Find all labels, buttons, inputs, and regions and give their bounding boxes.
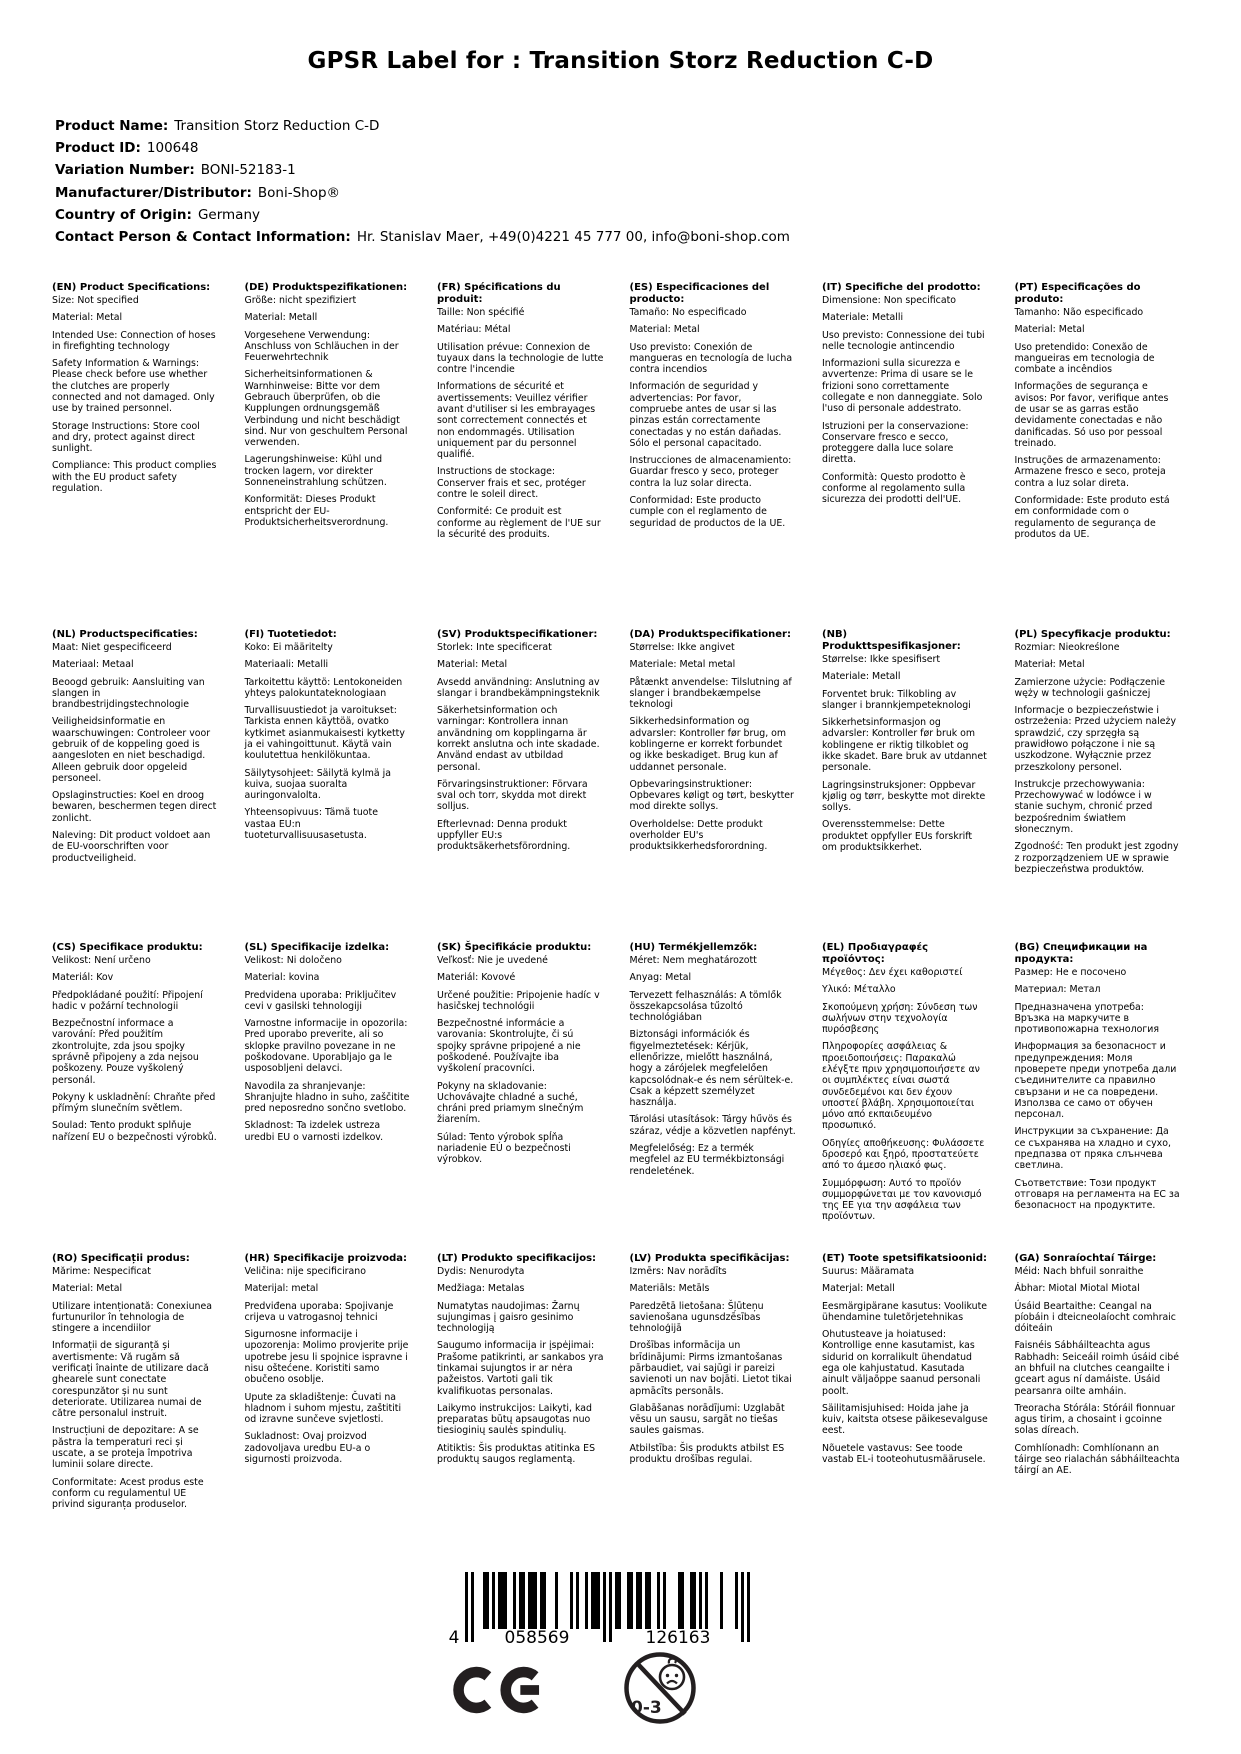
spec-paragraph: Zgodność: Ten produkt jest zgodny z rozporządzeniem UE w sprawie bezpieczeństwa produktów.	[1014, 841, 1179, 875]
product-info-label: Product Name:	[55, 118, 169, 134]
spec-block-body	[630, 307, 797, 529]
spec-paragraph: Mărime: Nespecificat	[52, 1266, 151, 1277]
spec-paragraph: Treoracha Stórála: Stóráil fionnuar agus tirim, a chosaint i gcoinne solas díreach.	[1014, 1402, 1176, 1437]
spec-paragraph: Turvallisuustiedot ja varoitukset: Tarkista ennen käyttöä, ovatko kytkimet asianmukaisesti kytketty ja ei vahingoittunut. Käytä vain koulutettua henkilökuntaa.	[244, 705, 405, 762]
spec-paragraph: Navodila za shranjevanje: Shranjujte hladno in suho, zaščitite pred neposredno sončno svetlobo.	[244, 1080, 410, 1115]
spec-paragraph: Material: Metal	[1014, 324, 1085, 336]
spec-paragraph: Méid: Nach bhfuil sonraithe	[1014, 1266, 1144, 1277]
spec-paragraph: Instrucciones de almacenamiento: Guardar fresco y seco, proteger contra la luz solar directa.	[629, 455, 792, 489]
spec-paragraph: Instruções de armazenamento: Armazene fresco e seco, proteja contra a luz solar direta.	[1014, 455, 1166, 489]
spec-paragraph: Συμμόρφωση: Αυτό το προϊόν συμμορφώνεται με τον κανονισμό της ΕΕ για την ασφάλεια των προϊόντων.	[822, 1177, 982, 1223]
spec-block-body	[52, 1266, 219, 1510]
spec-paragraph: Förvaringsinstruktioner: Förvara sval och torr, skydda mot direkt solljus.	[437, 778, 588, 813]
product-info-value: 100648	[146, 140, 199, 157]
product-info-line	[55, 118, 1185, 134]
spec-paragraph: Instructions de stockage: Conserver frais et sec, protéger contre le soleil direct.	[437, 466, 586, 500]
spec-block-title: (HR) Specifikacije proizvoda:	[244, 1253, 408, 1264]
spec-block-body	[1015, 967, 1182, 1211]
spec-paragraph: Informations de sécurité et avertissements: Veuillez vérifier avant d'utiliser si les embrayages sont correctement connectés et non endommagés. Utilisation uniquement par du personnel qualifié.	[437, 381, 596, 461]
spec-block-lt	[437, 1253, 620, 1471]
spec-block-body	[630, 955, 797, 1177]
product-info-value: Boni-Shop®	[257, 184, 341, 201]
spec-block-body	[245, 642, 412, 841]
spec-paragraph: Lagerungshinweise: Kühl und trocken lagern, vor direkter Sonneneinstrahlung schützen.	[244, 454, 387, 488]
spec-paragraph: Material: Metal	[52, 312, 123, 324]
spec-paragraph: Atitiktis: Šis produktas atitinka ES produktų saugos reglamentą.	[437, 1442, 596, 1465]
spec-block-nb	[822, 629, 1005, 859]
spec-paragraph: Sigurnosne informacije i upozorenja: Molimo provjerite prije upotrebe jesu li spojnice ispravne i nisu oštećene. Koristiti samo obučeno osoblje.	[244, 1329, 409, 1386]
spec-paragraph: Información de seguridad y advertencias: Por favor, compruebe antes de usar si las pinzas están correctamente conectadas y no están dañadas. Sólo el personal capacitado.	[629, 381, 782, 449]
spec-paragraph: Uso previsto: Connessione dei tubi nelle tecnologie antincendio	[822, 329, 985, 352]
spec-paragraph: Izmērs: Nav norādīts	[629, 1266, 727, 1277]
spec-paragraph: Eesmärgipärane kasutus: Voolikute ühendamine tuletõrjetehnikas	[822, 1300, 988, 1323]
spec-paragraph: Určené použitie: Pripojenie hadíc v hasičskej technológii	[437, 989, 600, 1012]
spec-paragraph: Předpokládané použití: Připojení hadic v požární technologii	[52, 989, 203, 1012]
spec-paragraph: Dimensione: Non specificato	[822, 295, 956, 306]
spec-block-bg	[1015, 942, 1198, 1217]
spec-block-fi	[245, 629, 428, 847]
spec-paragraph: Bezpečnostní informace a varování: Před použitím zkontrolujte, zda jsou spojky správně připojeny a zda nejsou poškozeny. Pouze vyškolený personál.	[52, 1018, 199, 1086]
spec-paragraph: Påtænkt anvendelse: Tilslutning af slanger i brandbekæmpelse teknologi	[629, 676, 792, 711]
spec-paragraph: Veiligheidsinformatie en waarschuwingen: Controleer voor gebruik of de koppeling goed is aangesloten en niet beschadigd. Alleen gebruik door opgeleid personeel.	[52, 716, 211, 784]
spec-paragraph: Storage Instructions: Store cool and dry, protect against direct sunlight.	[52, 420, 200, 455]
spec-paragraph: Upute za skladištenje: Čuvati na hladnom i suhom mjestu, zaštititi od izravne sunčeve svjetlosti.	[244, 1391, 402, 1426]
spec-paragraph: Σκοπούμενη χρήση: Σύνδεση των σωλήνων στην τεχνολογία πυρόσβεσης	[822, 1001, 978, 1036]
spec-paragraph: Size: Not specified	[52, 295, 139, 306]
spec-block-body	[630, 1266, 797, 1465]
spec-block-title: (LT) Produkto specifikacijos:	[437, 1253, 597, 1264]
spec-paragraph: Avsedd användning: Anslutning av slangar i brandbekämpningsteknik	[437, 676, 600, 699]
spec-block-body	[1015, 642, 1182, 875]
spec-paragraph: Размер: Не е посочено	[1014, 967, 1127, 978]
spec-paragraph: Informații de siguranță și avertismente: Vă rugăm să verificați înainte de utilizare dacă ghearele sunt conectate corespunzător și nu sunt deteriorate. Utilizarea numai de către personalul instruit.	[52, 1340, 209, 1420]
spec-block-body	[822, 295, 989, 506]
spec-paragraph: Størrelse: Ikke spesifisert	[822, 654, 941, 665]
spec-block-title: (NL) Productspecificaties:	[52, 629, 198, 640]
spec-block-title: (SK) Špecifikácie produktu:	[437, 942, 592, 953]
spec-paragraph: Instrukcje przechowywania: Przechowywać w lodówce i w stanie suchym, chronić przed bezpośrednim światłem słonecznym.	[1014, 778, 1153, 835]
spec-block-lv	[630, 1253, 813, 1471]
spec-paragraph: Materijal: metal	[244, 1283, 319, 1295]
spec-paragraph: Zamierzone użycie: Podłączenie węży w technologii gaśniczej	[1014, 676, 1166, 699]
spec-block-body	[1015, 1266, 1182, 1477]
spec-block-title: (PL) Specyfikacje produktu:	[1014, 629, 1171, 640]
spec-block-title: (ET) Toote spetsifikatsioonid:	[822, 1253, 988, 1264]
spec-block-title: (SL) Specifikacije izdelka:	[244, 942, 390, 953]
spec-paragraph: Úsáid Beartaithe: Ceangal na píobáin i dteicneolaíocht comhraic dóiteáin	[1014, 1300, 1176, 1335]
spec-paragraph: Instrucțiuni de depozitare: A se păstra la temperaturi reci și uscate, a se proteja împotriva luminii solare directe.	[52, 1425, 199, 1471]
spec-block-body	[437, 642, 604, 853]
spec-paragraph: Nõuetele vastavus: See toode vastab EL-i tooteohutusmäärusele.	[822, 1442, 986, 1465]
spec-paragraph: Tamaño: No especificado	[629, 307, 747, 318]
spec-block-de	[245, 282, 428, 534]
spec-block-fr	[437, 282, 620, 546]
spec-block-body	[52, 642, 219, 864]
spec-block-title: (EN) Product Specifications:	[52, 282, 211, 293]
spec-block-title: (SV) Produktspecifikationer:	[437, 629, 598, 640]
spec-block-title: (GA) Sonraíochtaí Táirge:	[1014, 1253, 1157, 1264]
spec-paragraph: Materiale: Metall	[822, 671, 901, 683]
ce-mark-icon	[452, 1660, 548, 1720]
spec-paragraph: Pokyny k uskladnění: Chraňte před přímým slunečním světlem.	[52, 1091, 216, 1115]
spec-paragraph: Drošības informācija un brīdinājumi: Pirms izmantošanas pārbaudiet, vai sajūgi ir pareizi savienoti un nav bojāti. Lietot tikai apmācīts personāls.	[629, 1340, 792, 1397]
spec-block-hu	[630, 942, 813, 1183]
spec-block-title: (FR) Spécifications du produit:	[437, 282, 561, 305]
spec-block-pt	[1015, 282, 1198, 546]
spec-paragraph: Utilizare intenționată: Conexiunea furtunurilor în tehnologia de stingere a incendiilor	[52, 1300, 212, 1335]
spec-paragraph: Materiál: Kovové	[437, 972, 516, 984]
spec-paragraph: Uso pretendido: Conexão de mangueiras em tecnologia de combate a incêndios	[1014, 341, 1155, 376]
spec-paragraph: Materiale: Metal metal	[629, 659, 736, 671]
spec-paragraph: Ohutusteave ja hoiatused: Kontrollige enne kasutamist, kas sidurid on korralikult ühendatud ega ole kahjustatud. Kasutada ainult väljaõppe saanud personali poolt.	[822, 1329, 981, 1397]
spec-paragraph: Material: Metal	[629, 324, 700, 336]
spec-paragraph: Lagringsinstruksjoner: Oppbevar kjølig og tørr, beskytte mot direkte sollys.	[822, 779, 986, 814]
spec-paragraph: Comhlíonadh: Comhlíonann an táirge seo rialachán sábháilteachta táirgí an AE.	[1014, 1442, 1180, 1477]
spec-paragraph: Material: Metal	[52, 1283, 123, 1295]
spec-paragraph: Intended Use: Connection of hoses in firefighting technology	[52, 329, 216, 352]
spec-paragraph: Informazioni sulla sicurezza e avvertenze: Prima di usare se le frizioni sono correttamente collegate e non danneggiate. Solo l'uso di personale addestrato.	[822, 358, 983, 415]
spec-paragraph: Materiał: Metal	[1014, 659, 1085, 671]
spec-paragraph: Информация за безопасност и предупреждения: Моля проверете преди употреба дали съединителите са правилно свързани и не са повредени. Използва се само от обучен персонал.	[1014, 1041, 1177, 1121]
spec-paragraph: Materiāls: Metāls	[629, 1283, 710, 1295]
spec-paragraph: Paredzētā lietošana: Šļūteņu savienošana ugunsdzēsības tehnoloģijā	[629, 1300, 764, 1335]
spec-paragraph: Soulad: Tento produkt splňuje nařízení EU o bezpečnosti výrobků.	[52, 1120, 217, 1143]
spec-block-body	[245, 1266, 412, 1465]
spec-block-body	[437, 955, 604, 1166]
spec-block-title: (EL) Προδιαγραφές προϊόντος:	[822, 942, 929, 965]
spec-block-es	[630, 282, 813, 535]
spec-block-body	[822, 1266, 989, 1465]
spec-paragraph: Sikkerhedsinformation og advarsler: Kontroller før brug, om koblingerne er korrekt forbundet og ikke beskadiget. Brug kun af uddannet personale.	[629, 716, 787, 773]
spec-paragraph: Megfelelőség: Ez a termék megfelel az EU termékbiztonsági rendeletének.	[629, 1142, 785, 1177]
spec-paragraph: Informações de segurança e avisos: Por favor, verifique antes de usar se as garras estão devidamente conectadas e não danificadas. Só uso por pessoal treinado.	[1014, 381, 1169, 449]
spec-paragraph: Säilitamisjuhised: Hoida jahe ja kuiv, kaitsta otsese päikesevalguse eest.	[822, 1402, 988, 1437]
spec-paragraph: Pokyny na skladovanie: Uchovávajte chladné a suché, chráni pred priamym slnečným žiarením.	[437, 1080, 584, 1126]
spec-paragraph: Tarkoitettu käyttö: Lentokoneiden yhteys palokuntateknologiaan	[244, 676, 403, 699]
spec-block-title: (ES) Especificaciones del producto:	[629, 282, 770, 305]
spec-paragraph: Material: Metall	[244, 312, 318, 324]
product-info	[55, 118, 1185, 251]
spec-paragraph: Suurus: Määramata	[822, 1266, 915, 1277]
spec-paragraph: Varnostne informacije in opozorila: Pred uporabo preverite, ali so sklopke pravilno povezane in ne poškodovane. Uporabljajo ga le usposobljeni delavci.	[244, 1018, 408, 1075]
spec-block-body	[52, 295, 219, 494]
spec-block-title: (LV) Produkta specifikācijas:	[629, 1253, 790, 1264]
spec-block-title: (CS) Specifikace produktu:	[52, 942, 203, 953]
spec-paragraph: Tervezett felhasználás: A tömlők összekapcsolása tűzoltó technológiában	[629, 989, 782, 1024]
spec-paragraph: Materiaali: Metalli	[244, 659, 329, 671]
age-warning-text: 0-3	[631, 1698, 662, 1718]
spec-paragraph: Materiaal: Metaal	[52, 659, 134, 671]
spec-paragraph: Istruzioni per la conservazione: Conservare fresco e secco, proteggere dalla luce solare diretta.	[822, 420, 969, 466]
spec-paragraph: Sicherheitsinformationen & Warnhinweise: Bitte vor dem Gebrauch überprüfen, ob die Kupplungen ordnungsgemäß Verbindung und nicht beschädigt sind. Nur von geschultem Personal verwenden.	[244, 369, 408, 449]
product-info-line	[55, 185, 1185, 201]
spec-block-sv	[437, 629, 620, 859]
spec-block-title: (NB) Produkttspesifikasjoner:	[822, 629, 961, 652]
spec-paragraph: Informacje o bezpieczeństwie i ostrzeżenia: Przed użyciem należy sprawdzić, czy sprzęgła są prawidłowo połączone i nie są uszkodzone. Wyłącznie przez przeszkolony personel.	[1014, 705, 1176, 773]
spec-paragraph: Πληροφορίες ασφάλειας & προειδοποιήσεις: Παρακαλώ ελέγξτε πριν χρησιμοποιήσετε αν οι συμπλέκτες είναι σωστά συνδεδεμένοι και δεν έχουν υποστεί βλάβη. Χρησιμοποιείται μόνο από εκπαιδευμένο προσωπικό.	[822, 1041, 980, 1132]
spec-block-en	[52, 282, 235, 500]
barcode-digits-left: 058569	[504, 1628, 570, 1648]
spec-paragraph: Vorgesehene Verwendung: Anschluss von Schläuchen in der Feuerwehrtechnik	[244, 329, 399, 364]
spec-block-body	[1015, 307, 1182, 540]
spec-block-sl	[245, 942, 428, 1149]
spec-paragraph: Biztonsági információk és figyelmeztetések: Kérjük, ellenőrizze, mielőtt használná, hogy a zárójelek megfelelően kapcsolódnak-e és nem sérültek-e. Csak a képzett személyzet használja.	[629, 1029, 794, 1109]
spec-paragraph: Съответствие: Този продукт отговаря на регламента на ЕС за безопасност на продуктите.	[1014, 1177, 1180, 1212]
spec-paragraph: Atbilstība: Šis produkts atbilst ES produktu drošības regulai.	[629, 1442, 785, 1465]
spec-paragraph: Overholdelse: Dette produkt overholder EU's produktsikkerhedsforordning.	[629, 818, 768, 853]
spec-paragraph: Forventet bruk: Tilkobling av slanger i brannkjempeteknologi	[822, 688, 971, 711]
spec-paragraph: Rozmiar: Nieokreślone	[1014, 642, 1120, 653]
age-warning-0-3-icon	[622, 1650, 698, 1726]
spec-paragraph: Materiál: Kov	[52, 972, 114, 984]
spec-block-cs	[52, 942, 235, 1149]
spec-paragraph: Konformität: Dieses Produkt entspricht der EU-Produktsicherheitsverordnung.	[244, 494, 389, 528]
spec-paragraph: Sikkerhetsinformasjon og advarsler: Kontroller før bruk om koblingene er riktig tilkoblet og ikke skadet. Bare bruk av utdannet personale.	[822, 717, 987, 774]
spec-block-title: (DE) Produktspezifikationen:	[244, 282, 408, 293]
product-info-value: Hr. Stanislav Maer, +49(0)4221 45 777 00, info@boni-shop.com	[356, 228, 790, 245]
spec-block-title: (DA) Produktspecifikationer:	[629, 629, 791, 640]
spec-block-hr	[245, 1253, 428, 1471]
spec-paragraph: Materiale: Metalli	[822, 312, 904, 324]
spec-block-title: (BG) Спецификации на продукта:	[1014, 942, 1148, 965]
spec-paragraph: Conformidade: Este produto está em conformidade com o regulamento de segurança de produtos da UE.	[1014, 494, 1170, 540]
spec-paragraph: Veľkosť: Nie je uvedené	[437, 955, 548, 966]
spec-block-title: (RO) Specificații produs:	[52, 1253, 190, 1264]
spec-paragraph: Conformité: Ce produit est conforme au règlement de l'UE sur la sécurité des produits.	[437, 506, 601, 540]
spec-block-et	[822, 1253, 1005, 1471]
spec-paragraph: Opbevaringsinstruktioner: Opbevares køligt og tørt, beskytter mod direkte sollys.	[629, 778, 794, 813]
spec-paragraph: Conformitate: Acest produs este conform cu regulamentul UE privind siguranța produselor.	[52, 1476, 204, 1511]
spec-block-sk	[437, 942, 620, 1172]
spec-block-body	[245, 955, 412, 1143]
spec-paragraph: Koko: Ei määritelty	[244, 642, 333, 653]
spec-paragraph: Yhteensopivuus: Tämä tuote vastaa EU:n tuoteturvallisuusasetusta.	[244, 807, 378, 841]
spec-paragraph: Ábhar: Miotal Miotal Miotal	[1014, 1283, 1140, 1295]
spec-paragraph: Méret: Nem meghatározott	[629, 955, 757, 966]
spec-paragraph: Größe: nicht spezifiziert	[244, 295, 357, 306]
product-info-label: Variation Number:	[55, 162, 195, 179]
product-info-value: BONI-52183-1	[200, 162, 296, 179]
spec-paragraph: Opslaginstructies: Koel en droog bewaren, beschermen tegen direct zonlicht.	[52, 790, 217, 824]
product-info-line	[55, 229, 1185, 245]
product-info-value: Transition Storz Reduction C-D	[174, 118, 380, 134]
spec-paragraph: Materjal: Metall	[822, 1283, 895, 1295]
spec-paragraph: Material: Metal	[437, 659, 508, 671]
spec-paragraph: Material: kovina	[244, 972, 320, 984]
spec-paragraph: Veličina: nije specificirano	[244, 1266, 366, 1277]
product-info-label: Country of Origin:	[55, 206, 192, 223]
ean13-barcode	[445, 1572, 775, 1650]
page-title: GPSR Label for : Transition Storz Reduction C-D	[307, 48, 934, 74]
product-info-line	[55, 207, 1185, 223]
spec-block-body	[630, 642, 797, 853]
product-info-line	[55, 140, 1185, 156]
spec-paragraph: Säilytysohjeet: Säilytä kylmä ja kuiva, suojaa suoralta auringonvalolta.	[244, 767, 392, 802]
spec-block-title: (FI) Tuotetiedot:	[244, 629, 337, 640]
spec-block-pl	[1015, 629, 1198, 881]
spec-paragraph: Bezpečnostné informácie a varovania: Skontrolujte, či sú spojky správne pripojené a nie poškodené. Používajte iba vyškolení pracovníci.	[437, 1018, 581, 1075]
spec-paragraph: Tamanho: Não especificado	[1014, 307, 1144, 318]
spec-paragraph: Compliance: This product complies with the EU product safety regulation.	[52, 460, 217, 494]
spec-paragraph: Laikymo instrukcijos: Laikyti, kad preparatas būtų apsaugotas nuo tiesioginių saulės spindulių.	[437, 1402, 592, 1437]
spec-paragraph: Medžiaga: Metalas	[437, 1283, 525, 1295]
spec-paragraph: Naleving: Dit product voldoet aan de EU-voorschriften voor productveiligheid.	[52, 829, 211, 864]
spec-paragraph: Uso previsto: Conexión de mangueras en tecnología de lucha contra incendios	[629, 341, 793, 376]
spec-paragraph: Numatytas naudojimas: Žarnų sujungimas į gaisro gesinimo technologiją	[437, 1300, 580, 1335]
product-info-label: Contact Person & Contact Information:	[55, 228, 351, 245]
spec-paragraph: Faisnéis Sábháilteachta agus Rabhadh: Seiceáil roimh úsáid cibé an bhfuil na clutches ceangailte i gceart agus ní damáiste. Úsáid pearsanra oilte amháin.	[1014, 1340, 1180, 1397]
spec-paragraph: Efterlevnad: Denna produkt uppfyller EU:s produktsäkerhetsförordning.	[437, 818, 571, 853]
spec-paragraph: Beoogd gebruik: Aansluiting van slangen in brandbestrijdingstechnologie	[52, 676, 205, 711]
spec-paragraph: Skladnost: Ta izdelek ustreza uredbi EU o varnosti izdelkov.	[244, 1120, 384, 1143]
spec-paragraph: Glabāšanas norādījumi: Uzglabāt vēsu un sausu, sargāt no tiešas saules gaismas.	[629, 1402, 785, 1437]
spec-paragraph: Overensstemmelse: Dette produktet oppfyller EUs forskrift om produktsikkerhet.	[822, 819, 973, 853]
spec-block-body	[437, 1266, 604, 1465]
spec-paragraph: Maat: Niet gespecificeerd	[52, 642, 172, 653]
spec-paragraph: Conformidad: Este producto cumple con el reglamento de seguridad de productos de la UE.	[629, 494, 786, 529]
spec-block-title: (IT) Specifiche del prodotto:	[822, 282, 981, 293]
product-info-line	[55, 162, 1185, 178]
spec-paragraph: Предназначена употреба: Връзка на маркучите в противопожарна технология	[1014, 1001, 1160, 1036]
spec-paragraph: Μέγεθος: Δεν έχει καθοριστεί	[822, 967, 963, 978]
product-info-value: Germany	[197, 206, 260, 223]
spec-paragraph: Velikost: Není určeno	[52, 955, 151, 966]
spec-block-title: (PT) Especificações do produto:	[1014, 282, 1141, 305]
spec-paragraph: Anyag: Metal	[629, 972, 692, 984]
spec-paragraph: Utilisation prévue: Connexion de tuyaux dans la technologie de lutte contre l'incendie	[437, 341, 604, 376]
spec-paragraph: Safety Information & Warnings: Please check before use whether the clutches are properly connected and not damaged. Only use by trained personnel.	[52, 358, 215, 415]
spec-block-ro	[52, 1253, 235, 1516]
spec-block-body	[245, 295, 412, 528]
barcode-digits-right: 126163	[645, 1628, 711, 1648]
spec-paragraph: Predvidena uporaba: Priključitev cevi v gasilski tehnologiji	[244, 989, 397, 1012]
spec-paragraph: Matériau: Métal	[437, 324, 511, 336]
spec-block-body	[822, 967, 989, 1223]
product-info-label: Manufacturer/Distributor:	[55, 184, 252, 201]
spec-block-el	[822, 942, 1005, 1229]
spec-block-title: (HU) Termékjellemzők:	[629, 942, 758, 953]
spec-block-da	[630, 629, 813, 859]
spec-paragraph: Saugumo informacija ir įspėjimai: Prašome patikrinti, ar sankabos yra tinkamai sujungtos ir ar nėra pažeistos. Vartoti gali tik kvalifikuotas personalas.	[437, 1340, 604, 1397]
spec-paragraph: Säkerhetsinformation och varningar: Kontrollera innan användning om kopplingarna är korrekt anslutna och inte skadade. Använd endast av utbildad personal.	[437, 705, 600, 773]
spec-paragraph: Sukladnost: Ovaj proizvod zadovoljava uredbu EU-a o sigurnosti proizvoda.	[244, 1431, 371, 1465]
spec-paragraph: Υλικό: Μέταλλο	[822, 984, 896, 996]
spec-block-body	[52, 955, 219, 1143]
spec-paragraph: Tárolási utasítások: Tárgy hűvös és száraz, védje a közvetlen napfényt.	[629, 1114, 796, 1137]
product-info-label: Product ID:	[55, 140, 141, 157]
spec-paragraph: Dydis: Nenurodyta	[437, 1266, 525, 1277]
spec-paragraph: Størrelse: Ikke angivet	[629, 642, 735, 653]
spec-paragraph: Predviđena uporaba: Spojivanje crijeva u vatrogasnoj tehnici	[244, 1300, 394, 1323]
spec-paragraph: Инструкции за съхранение: Да се съхранява на хладно и сухо, предпазва от пряка слънчева светлина.	[1014, 1126, 1171, 1172]
spec-paragraph: Súlad: Tento výrobok spĺňa nariadenie EÚ o bezpečnosti výrobkov.	[437, 1131, 571, 1166]
spec-paragraph: Материал: Метал	[1014, 984, 1101, 996]
spec-block-nl	[52, 629, 235, 870]
spec-paragraph: Conformità: Questo prodotto è conforme al regolamento sulla sicurezza dei prodotti dell'UE.	[822, 471, 966, 506]
spec-block-it	[822, 282, 1005, 512]
barcode-digit-first: 4	[448, 1628, 460, 1648]
spec-block-body	[822, 654, 989, 853]
spec-grid	[52, 282, 1197, 1516]
spec-block-ga	[1015, 1253, 1198, 1483]
spec-paragraph: Storlek: Inte specificerat	[437, 642, 552, 653]
spec-paragraph: Οδηγίες αποθήκευσης: Φυλάσσετε δροσερό και ξηρό, προστατεύετε από το άμεσο ηλιακό φως.	[822, 1137, 985, 1172]
spec-block-body	[437, 307, 604, 540]
spec-paragraph: Velikost: Ni določeno	[244, 955, 342, 966]
spec-paragraph: Taille: Non spécifié	[437, 307, 525, 318]
